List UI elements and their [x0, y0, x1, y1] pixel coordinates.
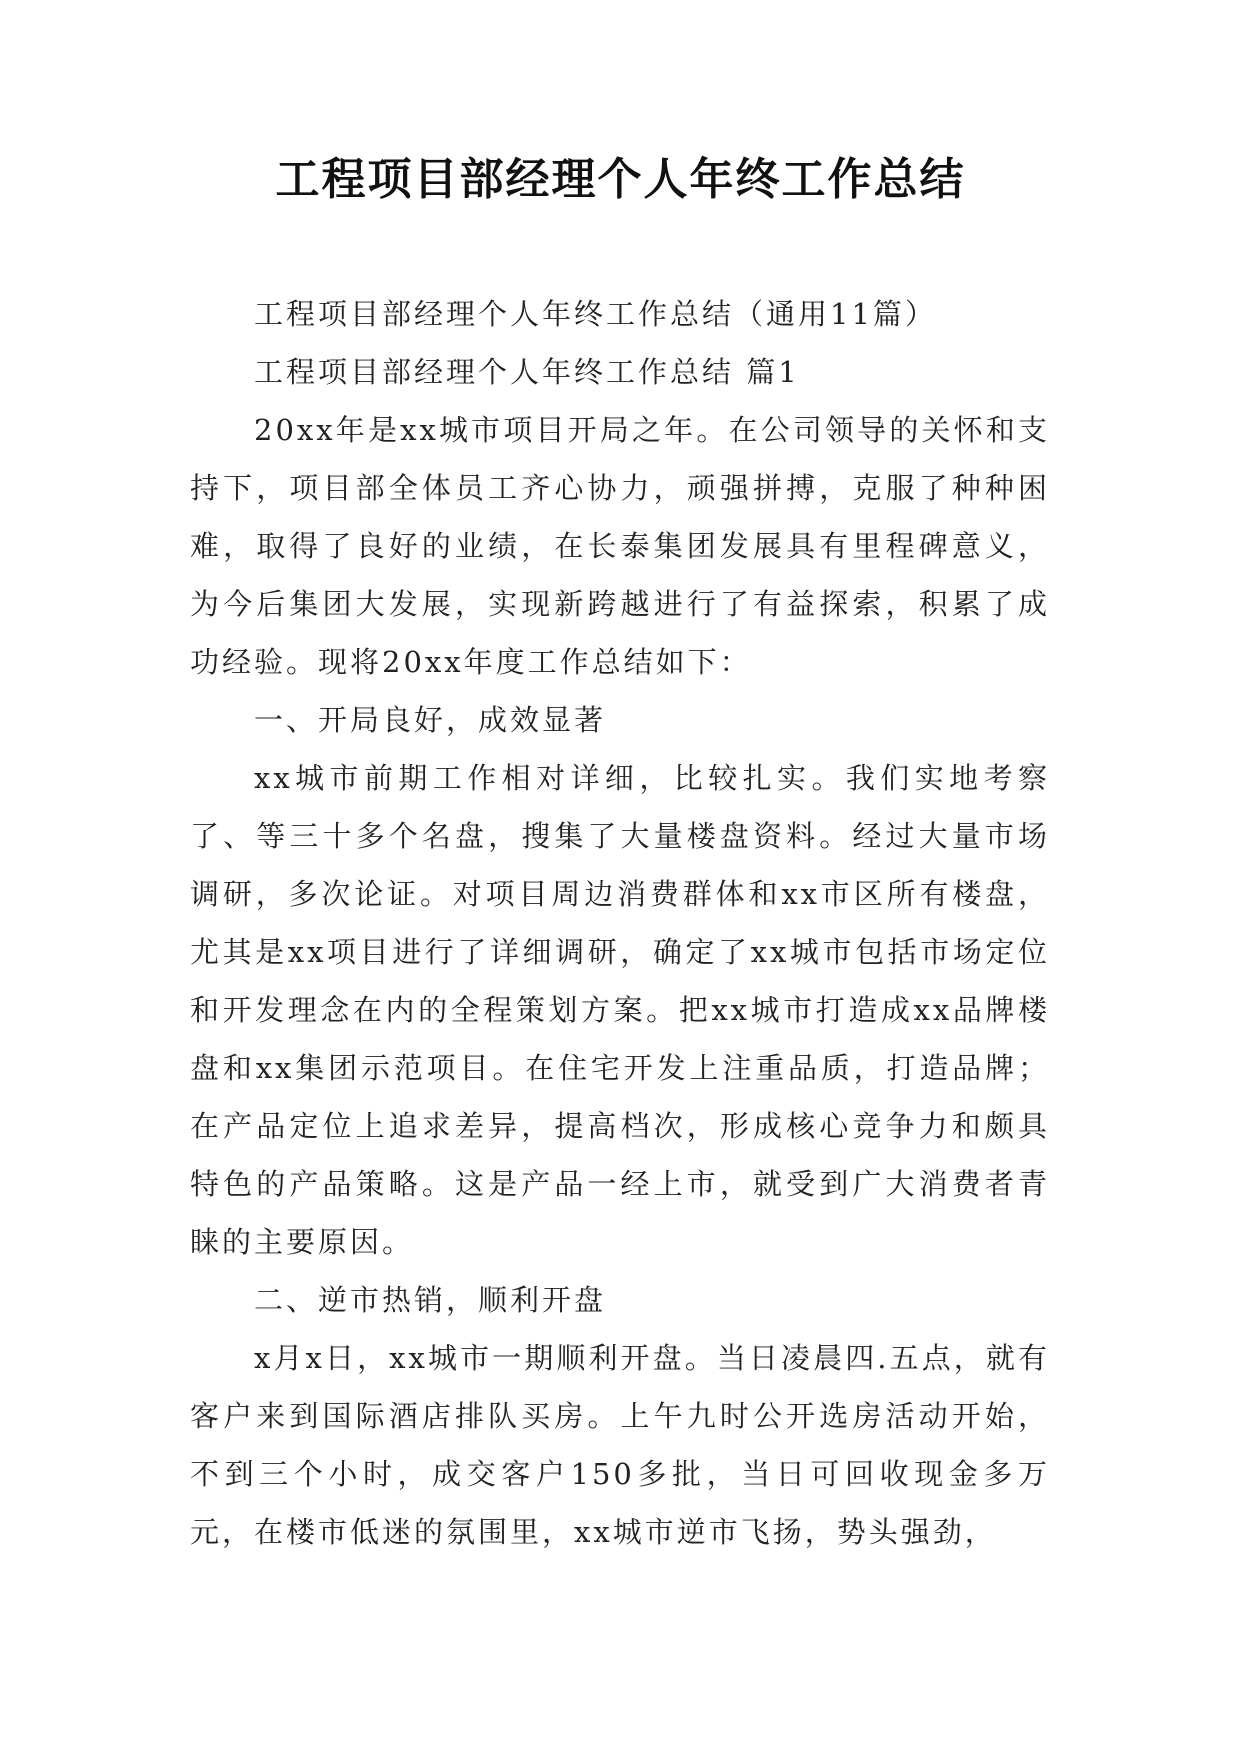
- body-paragraph-two: x月x日，xx城市一期顺利开盘。当日凌晨四.五点，就有客户来到国际酒店排队买房。上午九时公开选房活动开始，不到三个小时，成交客户150多批，当日可回收现金多万元，在楼市低迷的氛围里，xx城市逆市飞扬，势头强劲，: [190, 1341, 1050, 1549]
- document-title: 工程项目部经理个人年终工作总结: [275, 154, 966, 205]
- body-paragraph-one: xx城市前期工作相对详细，比较扎实。我们实地考察了、等三十多个名盘，搜集了大量楼盘资料。经过大量市场调研，多次论证。对项目周边消费群体和xx市区所有楼盘，尤其是xx项目进行了详细调研，确定了xx城市包括市场定位和开发理念在内的全程策划方案。把xx城市打造成xx品牌楼盘和xx集团示范项目。在住宅开发上注重品质，打造品牌；在产品定位上追求差异，提高档次，形成核心竞争力和颇具特色的产品策略。这是产品一经上市，就受到广大消费者青睐的主要原因。: [190, 761, 1050, 1259]
- section-heading-paragraph: 工程项目部经理个人年终工作总结 篇1: [254, 355, 800, 389]
- heading-two-paragraph: 二、逆市热销，顺利开盘: [254, 1283, 607, 1317]
- heading-one-paragraph: 一、开局良好，成效显著: [254, 703, 607, 737]
- document-body: [190, 285, 1050, 1561]
- intro-paragraph: 20xx年是xx城市项目开局之年。在公司领导的关怀和支持下，项目部全体员工齐心协力，顽强拼搏，克服了种种困难，取得了良好的业绩，在长泰集团发展具有里程碑意义，为今后集团大发展，实现新跨越进行了有益探索，积累了成功经验。现将20xx年度工作总结如下：: [190, 413, 1050, 679]
- subtitle-paragraph: 工程项目部经理个人年终工作总结（通用11篇）: [254, 297, 937, 331]
